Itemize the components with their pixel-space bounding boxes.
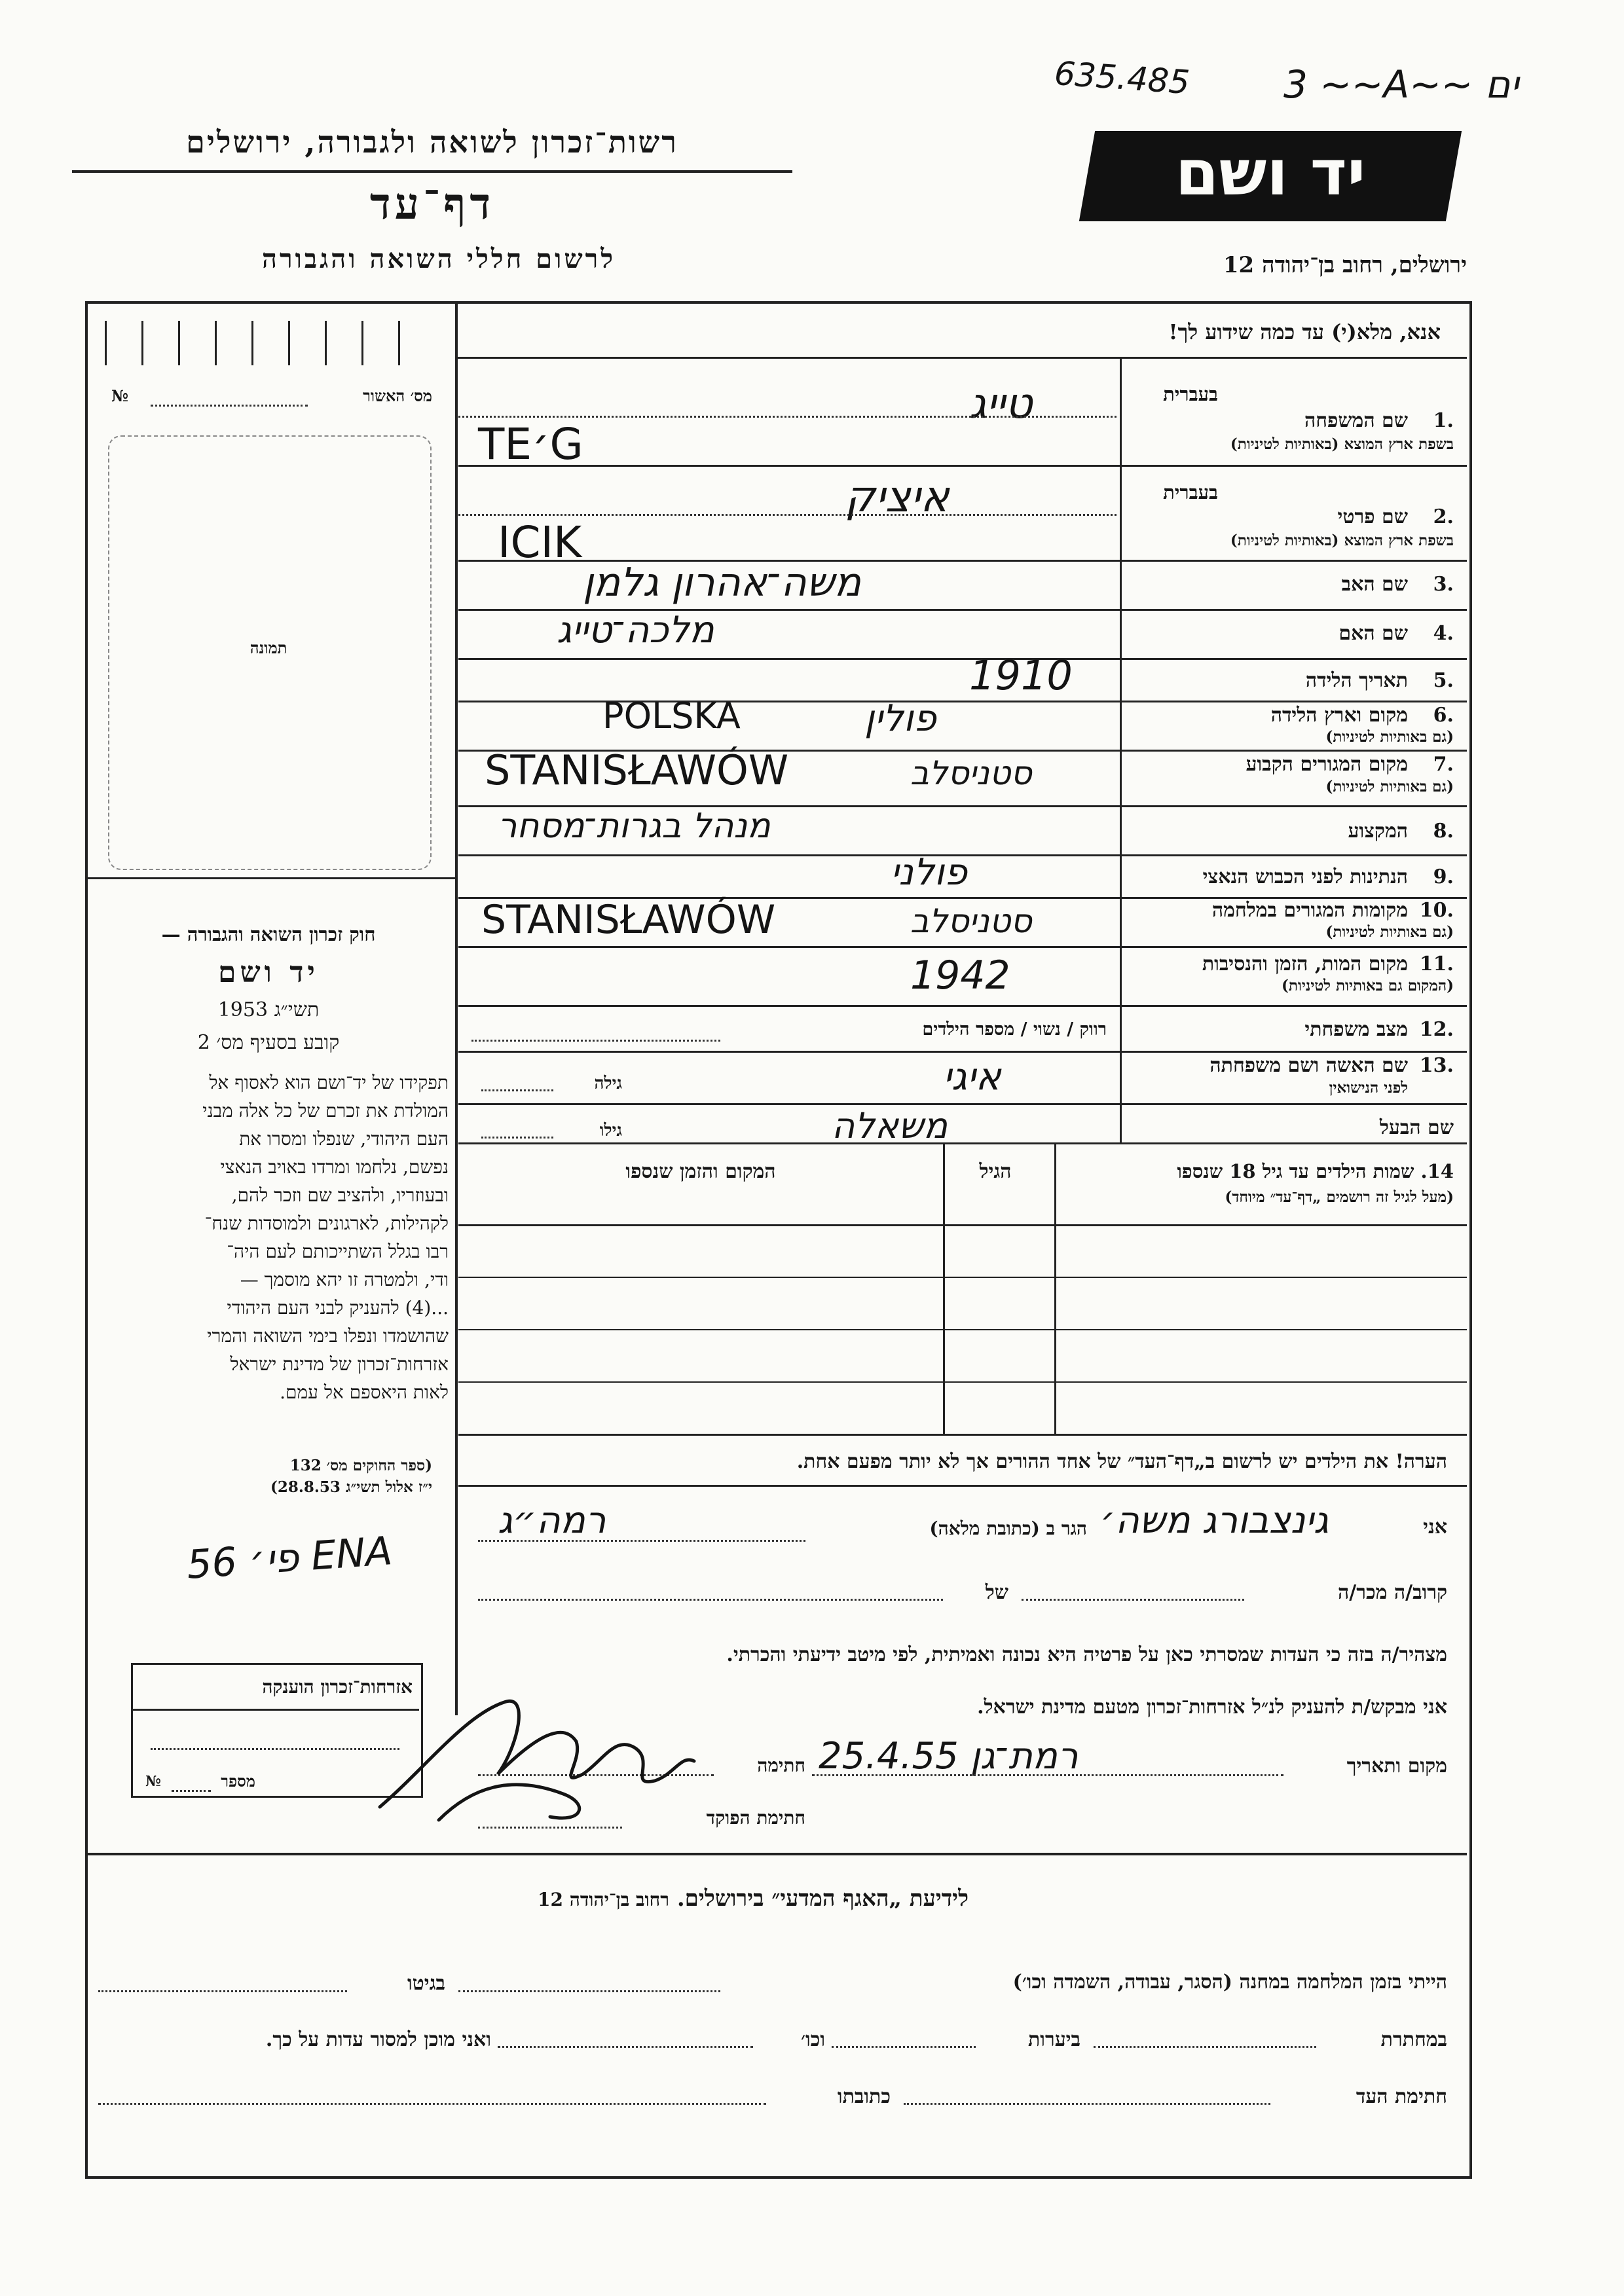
camp-line-label: הייתי בזמן המלחמה במחנה (הסגר, עבודה, השמדה וכו׳)	[1012, 1971, 1447, 1994]
ghetto-label: בגיטו	[407, 1972, 445, 1995]
field-6-sublabel: (גם באותיות לטיניות)	[1325, 728, 1454, 746]
etc-label: וכו׳	[801, 2028, 825, 2051]
archive-marks: 3 ~~A~~ ים	[1283, 62, 1519, 107]
field-11-sublabel: (המקום גם באותיות לטיניות)	[1282, 977, 1454, 994]
law-text-line: רבו בגלל השתייכותם לעם היה־	[227, 1241, 449, 1262]
law-text-line: ...(4) להעניק לבני העם היהודי	[227, 1297, 449, 1319]
law-clause: קובע בסעיף מס׳ 2	[197, 1031, 340, 1054]
children-col-divider-1	[1054, 1142, 1056, 1434]
husband-age-line	[481, 1137, 553, 1139]
field-9-number: 9.	[1433, 866, 1454, 888]
field-6-label: מקום וארץ הלידה	[1270, 704, 1408, 727]
children-header-rule	[458, 1224, 1467, 1226]
declaration-statement: מצהיר/ה בזה כי העדות שמסרתי כאן על פרטיה היא נכונה ואמיתית, לפי מיטב ידיעתי והכרתי.	[726, 1643, 1447, 1666]
field-8-number: 8.	[1433, 820, 1454, 843]
children-col-divider-2	[943, 1142, 945, 1434]
sidebar-divider	[455, 301, 458, 1715]
place-date-label: מקום ותאריך	[1346, 1755, 1447, 1777]
approval-number-line	[151, 405, 308, 407]
residing-label: הגר ב (כתובת מלאה)	[929, 1518, 1087, 1539]
header-address: ירושלים, רחוב בן־יהודה 12	[1223, 252, 1467, 278]
field-3-number: 3.	[1433, 573, 1454, 596]
law-year: תשי״ג 1953	[217, 998, 320, 1021]
hebrew-tag-2: בעברית	[1163, 481, 1218, 503]
children-bottom-rule	[458, 1434, 1467, 1436]
field-1-latin-value[interactable]: TE׳G	[478, 419, 583, 469]
husband-age-label: גילו	[599, 1121, 622, 1140]
field-10-number: 10.	[1419, 899, 1454, 922]
declarant-address-line	[478, 1540, 805, 1542]
field-1-label: שם המשפחה	[1304, 409, 1408, 432]
field-6-latin-value[interactable]: POLSKA	[602, 695, 741, 737]
children-label: 14. שמות הילדים עד גיל 18 שנספו	[1177, 1160, 1454, 1182]
note-rule	[458, 1485, 1467, 1487]
citizenship-box-line	[151, 1748, 399, 1750]
form-title: דף־עד	[369, 178, 495, 229]
ready-label: ואני מוכן למסור עדות על כך.	[265, 2028, 491, 2051]
field-13-age-line	[481, 1089, 553, 1091]
hebrew-tag-1: בעברית	[1163, 383, 1218, 405]
law-source-1: (ספר החוקים מס׳ 132	[289, 1457, 432, 1474]
field-2-hebrew-value[interactable]: איציק	[845, 471, 950, 522]
field-5-label: תאריך הלידה	[1305, 669, 1408, 692]
field-1-number: 1.	[1433, 409, 1454, 432]
children-age-header: הגיל	[979, 1160, 1012, 1183]
field-11-number: 11.	[1419, 953, 1454, 975]
of-line	[478, 1599, 943, 1601]
relative-line	[1022, 1599, 1244, 1601]
citizenship-box-title: אזרחות־זכרון הוענקה	[262, 1676, 413, 1698]
forests-label: ביערות	[1027, 2028, 1080, 2051]
photo-label: תמונה	[249, 638, 287, 657]
bottom-title-address: רחוב בן־יהודה 12	[538, 1889, 669, 1910]
witness-signature-line	[904, 2103, 1270, 2105]
field-8-label: המקצוע	[1348, 820, 1408, 843]
sidebar-section-rule	[85, 877, 455, 879]
declarant-name[interactable]: גינצבורג משה׳	[1100, 1499, 1329, 1542]
field-13-age-label: גילה	[594, 1074, 622, 1093]
citizenship-request: אני מבקש/ת להעניק לנ״ל אזרחות־זכרון מטעם מדינת ישראל.	[977, 1696, 1447, 1719]
field-6-hebrew-value[interactable]: פולין	[864, 697, 936, 740]
field-13-label: שם האשה ושם משפחתה	[1209, 1054, 1408, 1077]
field-9-value[interactable]: פולני	[891, 851, 968, 894]
husband-label: שם הבעל	[1379, 1116, 1454, 1139]
etc-line	[498, 2046, 753, 2048]
field-10-latin-value[interactable]: STANISŁAWÓW	[481, 897, 776, 943]
children-title: שמות הילדים עד גיל 18 שנספו	[1177, 1160, 1414, 1182]
law-text-line: נפשם, נלחמו ומרדו באויב הנאצי	[220, 1156, 449, 1178]
field-9-label: הנתינות לפני הכבוש הנאצי	[1202, 866, 1408, 888]
approval-number-label	[105, 386, 432, 406]
law-text-line: שהושמדו ונפלו בימי השואה והמרי	[207, 1325, 449, 1347]
children-place-header: המקום והזמן שנספו	[625, 1160, 776, 1183]
field-7-latin-value[interactable]: STANISŁAWÓW	[485, 746, 789, 794]
archive-number: 635.485	[1053, 54, 1191, 102]
law-text-line: המולדת את זכרם של כל אלה מבני	[202, 1100, 449, 1121]
field-5-number: 5.	[1433, 669, 1454, 692]
authority-title: רשות־זכרון לשואה ולגבורה, ירושלים	[186, 124, 678, 160]
declarant-label: אני	[1423, 1516, 1447, 1539]
field-13-rule	[458, 1103, 1467, 1105]
field-2-sublabel: בשפת ארץ המוצא (באותיות לטיניות)	[1230, 532, 1454, 549]
field-11-label: מקום המות, הזמן והנסיבות	[1202, 953, 1408, 975]
field-4-label: שם האם	[1338, 622, 1408, 645]
law-name: יד ושם	[218, 956, 319, 989]
forests-line	[832, 2046, 976, 2048]
citizenship-number-sign: №	[145, 1773, 161, 1790]
law-text-line: ובעוזריו, ולהציב שם וזכר להם,	[231, 1184, 449, 1206]
field-4-value[interactable]: מלכה־טייג	[557, 609, 714, 651]
signature-label: חתימה	[757, 1755, 805, 1776]
signature-stroke	[380, 1701, 694, 1820]
logo-text: יד ושם	[1175, 136, 1366, 210]
husband-rule	[458, 1142, 1467, 1144]
field-7-number: 7.	[1433, 753, 1454, 776]
witness-address-label: כתובתו	[837, 2085, 891, 2108]
field-1-rule	[458, 465, 1467, 467]
field-5-value[interactable]: 1910	[969, 651, 1073, 699]
ghetto-line	[98, 1990, 347, 1992]
form-subtitle: לרשום חללי השואה והגבורה	[261, 244, 616, 274]
field-10-label: מקומות המגורים במלחמה	[1211, 899, 1408, 922]
witness-signature-label: חתימת העד	[1356, 2085, 1447, 2108]
approval-no-sign: №	[111, 386, 129, 405]
field-1-hebrew-value[interactable]: טייג	[969, 380, 1033, 428]
field-1-hebrew-line	[458, 416, 1116, 418]
instruction-rule	[455, 357, 1467, 359]
field-13-number: 13.	[1419, 1054, 1454, 1077]
children-number: 14	[1427, 1160, 1454, 1182]
field-11-value[interactable]: 1942	[910, 953, 1010, 998]
field-11-rule	[458, 1005, 1467, 1007]
declarant-address[interactable]: רמה״ג	[498, 1499, 606, 1542]
law-source-2: י״ז אלול תשי״ג 28.8.53)	[270, 1478, 432, 1496]
sidebar-barcode-strip	[105, 321, 432, 365]
children-row-rule-1	[458, 1277, 1467, 1278]
field-7-hebrew-value[interactable]: סטניסלב	[910, 754, 1032, 792]
field-13-value[interactable]: איגי	[943, 1054, 1001, 1099]
field-1-sublabel: בשפת ארץ המוצא (באותיות לטיניות)	[1230, 435, 1454, 453]
bottom-section-rule	[85, 1853, 1467, 1855]
husband-value[interactable]: משאלה	[832, 1105, 948, 1146]
field-4-number: 4.	[1433, 622, 1454, 645]
field-12-rule	[458, 1051, 1467, 1053]
field-3-label: שם האב	[1341, 573, 1408, 596]
law-text-line: תפקידו של יד־ושם הוא לאסוף אל	[209, 1072, 449, 1093]
underground-line	[1094, 2046, 1316, 2048]
citizenship-number-line	[172, 1790, 211, 1792]
children-row-rule-3	[458, 1381, 1467, 1383]
officer-signature-label: חתימת הפוקד	[706, 1807, 805, 1829]
law-text-line: לאות היאספם אל עמם.	[280, 1381, 449, 1403]
field-12-options[interactable]: רווק / נשוי / מספר הילדים	[922, 1019, 1107, 1040]
header-rule	[72, 170, 792, 173]
field-10-rule	[458, 946, 1467, 948]
field-4-rule	[458, 658, 1467, 660]
bottom-title-text: לידיעת „האגף המדעי״ בירושלים.	[676, 1886, 969, 1912]
field-2-label: שם פרטי	[1337, 505, 1408, 528]
field-13-sublabel: לפני הנישואין	[1329, 1079, 1408, 1097]
relative-label: קרוב/ה מכר/ה	[1338, 1581, 1447, 1604]
place-date-line	[812, 1774, 1283, 1776]
field-8-value[interactable]: מנהל בגרות־מסחר	[498, 807, 771, 846]
field-10-hebrew-value[interactable]: סטניסלב	[910, 902, 1032, 940]
law-text-line: לקהילות, לארגונים ולמוסדות שנח־	[204, 1212, 449, 1234]
field-3-value[interactable]: משה־אהרון גלמן	[583, 560, 861, 606]
field-10-sublabel: (גם באותיות לטיניות)	[1325, 923, 1454, 941]
underground-label: במחתרת	[1380, 2028, 1447, 2051]
law-text-line: העם היהודי, שנפלו ומסרו את	[239, 1128, 449, 1150]
of-label: של	[985, 1581, 1008, 1604]
sidebar-handwritten-note: 56 פי׳ ENA	[185, 1528, 394, 1588]
field-7-label: מקום המגורים הקבוע	[1246, 753, 1408, 776]
field-2-number: 2.	[1433, 505, 1454, 528]
children-sublabel: (מעל לגיל זה רושמים „דף־עד״ מיוחד)	[1225, 1188, 1454, 1206]
children-row-rule-2	[458, 1329, 1467, 1330]
approval-label: מס׳ האשור	[363, 386, 432, 405]
field-12-label: מצב משפחתי	[1304, 1018, 1408, 1041]
place-date-value[interactable]: רמת־גן 25.4.55	[819, 1735, 1079, 1777]
field-6-number: 6.	[1433, 704, 1454, 727]
instruction: אנא, מלא(י) עד כמה שידוע לך!	[1168, 319, 1441, 344]
field-2-hebrew-line	[458, 514, 1116, 516]
citizenship-number-label: מספר	[221, 1772, 255, 1791]
law-text-line: אזרחות־זכרון של מדינת ישראל	[230, 1353, 449, 1375]
field-12-line	[471, 1040, 720, 1042]
law-heading: חוק זכרון השואה והגבורה —	[161, 923, 376, 945]
children-note: הערה! את הילדים יש לרשום ב„דף־העד״ של אחד ההורים אך לא יותר מפעם אחת.	[796, 1450, 1447, 1473]
law-text-line: ודי, ולמטרה זו יהא מוסמך —	[240, 1269, 449, 1290]
field-12-number: 12.	[1419, 1018, 1454, 1041]
law-text	[88, 1068, 449, 1406]
officer-signature-line	[478, 1827, 622, 1829]
field-7-sublabel: (גם באותיות לטיניות)	[1325, 778, 1454, 795]
witness-address-line	[98, 2103, 766, 2105]
camp-line	[458, 1990, 720, 1992]
bottom-title	[327, 1886, 1179, 1912]
field-2-latin-value[interactable]: ICIK	[498, 517, 582, 568]
